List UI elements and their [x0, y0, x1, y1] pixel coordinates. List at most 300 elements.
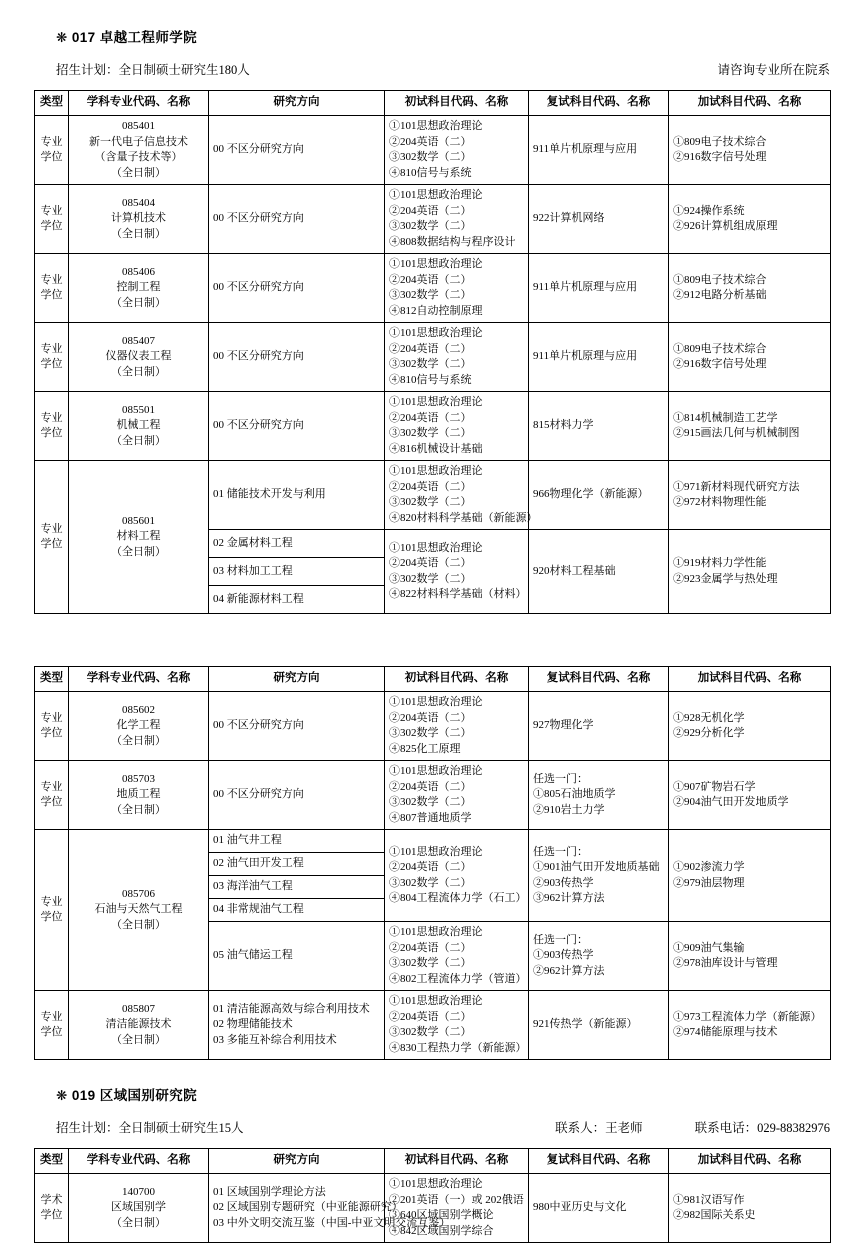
cell-direction — [209, 761, 385, 830]
cell-exam-first — [385, 761, 529, 830]
cell-major — [69, 830, 209, 991]
text-line: ②916数字信号处理 — [673, 151, 767, 163]
table-row — [35, 323, 831, 392]
text-line: ②204英语（二） — [389, 861, 472, 873]
text-line: ④807普通地质学 — [389, 811, 472, 824]
text-line: 学位 — [40, 796, 63, 808]
text-line: 03 海洋油气工程 — [213, 880, 293, 893]
text-line: 921传热学（新能源） — [533, 1018, 638, 1031]
cell-exam-retest — [529, 922, 669, 991]
text-line: ①814机械制造工艺学 — [673, 411, 778, 424]
text-line: ①101思想政治理论 — [389, 926, 483, 938]
text-line: ①101思想政治理论 — [389, 541, 483, 554]
text-line: ①809电子技术综合 — [673, 135, 767, 148]
text-line: ④816机械设计基础 — [389, 442, 483, 455]
cell-direction — [209, 185, 385, 254]
text-line: ①809电子技术综合 — [673, 342, 767, 355]
text-line: 清洁能源技术 — [105, 1018, 172, 1031]
text-line: ③302数学（二） — [389, 358, 472, 370]
table-row — [35, 392, 831, 461]
text-line: （全日制） — [111, 1216, 166, 1229]
text-line: 03 材料加工工程 — [213, 564, 293, 577]
text-line: 03 中外文明交流互鉴（中国-中亚文明交流互鉴） — [213, 1216, 451, 1229]
text-line: 专业 — [40, 342, 63, 355]
text-line: 学位 — [40, 427, 63, 439]
cell-direction — [209, 922, 385, 991]
text-line: 学术 — [40, 1193, 63, 1206]
enrollment-plan-017: 招生计划：全日制硕士研究生180人 — [56, 63, 250, 77]
text-line: 922计算机网络 — [533, 212, 605, 225]
text-line: ③302数学（二） — [389, 220, 472, 232]
text-line: 085706 — [122, 887, 155, 900]
text-line: 980中亚历史与文化 — [533, 1201, 627, 1214]
cell-major — [69, 461, 209, 614]
cell-exam-extra — [669, 530, 831, 614]
text-line: ③302数学（二） — [389, 572, 472, 585]
header-exam-extra: 加试科目代码、名称 — [669, 1149, 831, 1174]
cell-exam-extra — [669, 991, 831, 1060]
text-line: 学位 — [40, 727, 63, 739]
text-line: ①981汉语写作 — [673, 1193, 745, 1206]
text-line: ②916数字信号处理 — [673, 358, 767, 370]
table-row — [35, 185, 831, 254]
contact-phone: 联系电话：029-88382976 — [694, 1121, 830, 1135]
text-line: ②912电路分析基础 — [673, 289, 767, 301]
text-line: 地质工程 — [116, 788, 161, 801]
text-line: ①928无机化学 — [673, 711, 745, 724]
text-line: 专业 — [40, 273, 63, 286]
text-line: ①101思想政治理论 — [389, 1178, 483, 1190]
cell-exam-extra — [669, 1174, 831, 1243]
text-line: 专业 — [40, 780, 63, 793]
cell-exam-retest — [529, 692, 669, 761]
text-line: 085406 — [122, 265, 155, 278]
section-019 — [34, 1086, 830, 1243]
text-line: 01 储能技术开发与利用 — [213, 488, 326, 501]
text-line: ②978油库设计与管理 — [673, 957, 778, 969]
text-line: （全日制） — [111, 365, 166, 378]
text-line: ④808数据结构与程序设计 — [389, 235, 516, 248]
text-line: ①902渗流力学 — [673, 861, 745, 873]
table-row — [35, 116, 831, 185]
text-line: 01 清洁能源高效与综合利用技术 — [213, 1002, 370, 1015]
text-line: 00 不区分研究方向 — [213, 212, 304, 225]
text-line: 04 新能源材料工程 — [213, 592, 304, 605]
text-line: 911单片机原理与应用 — [533, 350, 638, 363]
header-exam-extra: 加试科目代码、名称 — [669, 91, 831, 116]
cell-exam-retest — [529, 761, 669, 830]
admission-table-1 — [34, 90, 831, 614]
text-line: ②201英语（一）或 202俄语 — [389, 1193, 524, 1206]
text-line: 00 不区分研究方向 — [213, 788, 304, 801]
text-line: ①924操作系统 — [673, 204, 745, 217]
cell-direction — [209, 876, 385, 899]
college-heading-017: ❋ 017 卓越工程师学院 — [56, 30, 198, 45]
cell-direction — [209, 830, 385, 853]
text-line: （全日制） — [111, 918, 166, 931]
text-line: 学位 — [40, 151, 63, 163]
header-exam-retest: 复试科目代码、名称 — [529, 91, 669, 116]
text-line: ①101思想政治理论 — [389, 120, 483, 132]
text-line: ①971新材料现代研究方法 — [673, 480, 800, 493]
cell-exam-retest — [529, 185, 669, 254]
text-line: （全日制） — [111, 803, 166, 816]
cell-exam-extra — [669, 922, 831, 991]
admission-table-2 — [34, 666, 831, 1060]
table-header-row — [35, 91, 831, 116]
cell-exam-first — [385, 692, 529, 761]
text-line: 02 区域国别专题研究（中亚能源研究） — [213, 1201, 403, 1214]
text-line: ②204英语（二） — [389, 1010, 472, 1023]
cell-exam-retest — [529, 392, 669, 461]
cell-direction — [209, 461, 385, 530]
text-line: 学位 — [40, 1026, 63, 1038]
text-line: 材料工程 — [116, 530, 161, 543]
text-line: ②204英语（二） — [389, 480, 472, 493]
cell-type — [35, 185, 69, 254]
text-line: 化学工程 — [116, 719, 161, 732]
cell-exam-extra — [669, 392, 831, 461]
info-line-017 — [56, 62, 830, 79]
text-line: 01 油气井工程 — [213, 834, 282, 847]
text-line: 911单片机原理与应用 — [533, 281, 638, 294]
cell-exam-retest — [529, 461, 669, 530]
text-line: ②915画法几何与机械制图 — [673, 427, 800, 439]
header-direction: 研究方向 — [209, 91, 385, 116]
cell-major — [69, 323, 209, 392]
header-exam-first: 初试科目代码、名称 — [385, 667, 529, 692]
cell-major — [69, 254, 209, 323]
text-line: ②204英语（二） — [389, 780, 472, 793]
cell-exam-first — [385, 185, 529, 254]
text-line: 01 区域国别学理论方法 — [213, 1185, 326, 1198]
section-gap — [34, 614, 830, 666]
table-wrapper-3 — [34, 1148, 830, 1243]
cell-exam-extra — [669, 185, 831, 254]
text-line: 085407 — [122, 334, 155, 347]
text-line: ②904油气田开发地质学 — [673, 796, 789, 808]
text-line: （全日制） — [111, 434, 166, 447]
text-line: ①101思想政治理论 — [389, 696, 483, 708]
cell-exam-first — [385, 323, 529, 392]
text-line: ②204英语（二） — [389, 273, 472, 286]
cell-direction — [209, 116, 385, 185]
cell-type — [35, 830, 69, 991]
text-line: ①907矿物岩石学 — [673, 780, 756, 793]
table-row — [35, 254, 831, 323]
text-line: 新一代电子信息技术 — [89, 135, 188, 148]
table-2-body — [35, 692, 831, 1060]
text-line: ④820材料科学基础（新能源） — [389, 511, 538, 524]
text-line: 学位 — [40, 1209, 63, 1221]
cell-exam-first — [385, 254, 529, 323]
table-row — [35, 991, 831, 1060]
text-line: ②204英语（二） — [389, 342, 472, 355]
table-header-row — [35, 1149, 831, 1174]
cell-exam-retest — [529, 1174, 669, 1243]
cell-exam-extra — [669, 323, 831, 392]
text-line: ②972材料物理性能 — [673, 496, 767, 508]
text-line: ④830工程热力学（新能源） — [389, 1041, 527, 1054]
table-row-petroleum-1 — [35, 830, 831, 853]
text-line: 085401 — [122, 120, 155, 132]
text-line: 机械工程 — [116, 419, 161, 432]
text-line: ③962计算方法 — [533, 892, 605, 904]
cell-exam-extra — [669, 116, 831, 185]
text-line: 专业 — [40, 522, 63, 535]
info-line-019 — [56, 1120, 830, 1137]
text-line: 966物理化学（新能源） — [533, 488, 649, 501]
text-line: ①909油气集输 — [673, 941, 745, 954]
text-line: 学位 — [40, 289, 63, 301]
cell-type — [35, 116, 69, 185]
text-line: 03 多能互补综合利用技术 — [213, 1033, 337, 1046]
text-line: 专业 — [40, 135, 63, 148]
text-line: 085807 — [122, 1002, 155, 1015]
text-line: ④825化工原理 — [389, 742, 461, 755]
text-line: 085601 — [122, 514, 155, 527]
text-line: ③302数学（二） — [389, 289, 472, 301]
table-header-row — [35, 667, 831, 692]
header-type: 类型 — [35, 1149, 69, 1174]
text-line: ①101思想政治理论 — [389, 465, 483, 477]
cell-exam-first — [385, 830, 529, 922]
text-line: （全日制） — [111, 545, 166, 558]
cell-exam-first — [385, 922, 529, 991]
text-line: ①901油气田开发地质基础 — [533, 861, 660, 873]
cell-direction — [209, 991, 385, 1060]
header-exam-retest: 复试科目代码、名称 — [529, 667, 669, 692]
cell-exam-first — [385, 461, 538, 530]
text-line: ④822材料科学基础（材料） — [389, 588, 527, 600]
cell-type — [35, 692, 69, 761]
text-line: 00 不区分研究方向 — [213, 281, 304, 294]
cell-exam-extra — [669, 692, 831, 761]
header-major: 学科专业代码、名称 — [69, 91, 209, 116]
header-type: 类型 — [35, 667, 69, 692]
text-line: 00 不区分研究方向 — [213, 143, 304, 156]
header-exam-retest: 复试科目代码、名称 — [529, 1149, 669, 1174]
header-type: 类型 — [35, 91, 69, 116]
cell-type — [35, 392, 69, 461]
text-line: 00 不区分研究方向 — [213, 419, 304, 432]
text-line: 区域国别学 — [111, 1201, 166, 1214]
text-line: 专业 — [40, 204, 63, 217]
text-line: 仪器仪表工程 — [105, 350, 172, 363]
text-line: ②903传热学 — [533, 876, 594, 889]
header-major: 学科专业代码、名称 — [69, 1149, 209, 1174]
cell-type — [35, 254, 69, 323]
cell-exam-first — [385, 1174, 529, 1243]
cell-exam-retest — [529, 530, 669, 614]
text-line: 140700 — [122, 1185, 155, 1198]
text-line: 专业 — [40, 1010, 63, 1023]
text-line: ①101思想政治理论 — [389, 995, 483, 1007]
text-line: 920材料工程基础 — [533, 564, 616, 577]
text-line: ①903传热学 — [533, 949, 594, 962]
cell-direction — [209, 323, 385, 392]
text-line: ①101思想政治理论 — [389, 845, 483, 858]
text-line: ①919材料力学性能 — [673, 557, 767, 569]
cell-exam-extra — [669, 254, 831, 323]
text-line: 任选一门： — [533, 845, 588, 858]
text-line: ②204英语（二） — [389, 711, 472, 724]
cell-direction — [209, 586, 385, 614]
text-line: ②982国际关系史 — [673, 1209, 756, 1221]
cell-type — [35, 991, 69, 1060]
text-line: （全日制） — [111, 734, 166, 747]
text-line: ②204英语（二） — [389, 135, 472, 148]
text-line: ④812自动控制原理 — [389, 304, 483, 317]
text-line: ②974储能原理与技术 — [673, 1026, 778, 1038]
cell-direction — [209, 530, 385, 558]
cell-exam-first — [385, 991, 529, 1060]
header-direction: 研究方向 — [209, 667, 385, 692]
text-line: ④804工程流体力学（石工） — [389, 892, 527, 904]
text-line: 00 不区分研究方向 — [213, 719, 304, 732]
cell-type — [35, 761, 69, 830]
text-line: ④810信号与系统 — [389, 373, 472, 386]
text-line: 02 金属材料工程 — [213, 536, 293, 549]
text-line: （含量子技术等） — [94, 151, 183, 163]
cell-direction — [209, 692, 385, 761]
contact-person: 联系人：王老师 — [555, 1121, 643, 1135]
section-017 — [34, 28, 830, 614]
header-major: 学科专业代码、名称 — [69, 667, 209, 692]
cell-exam-first — [385, 530, 529, 614]
text-line: ③640区域国别学概论 — [389, 1209, 494, 1221]
table-1-body — [35, 116, 831, 614]
cell-direction — [209, 558, 385, 586]
text-line: （全日制） — [111, 296, 166, 309]
section-gap-2 — [34, 1060, 830, 1086]
text-line: 专业 — [40, 711, 63, 724]
text-line: 计算机技术 — [111, 212, 166, 225]
admission-table-3 — [34, 1148, 831, 1243]
cell-type — [35, 461, 69, 614]
header-exam-first: 初试科目代码、名称 — [385, 91, 529, 116]
text-line: ③302数学（二） — [389, 151, 472, 163]
text-line: ①101思想政治理论 — [389, 258, 483, 270]
table-row — [35, 761, 831, 830]
text-line: ③302数学（二） — [389, 427, 472, 439]
text-line: 02 油气田开发工程 — [213, 857, 304, 870]
cell-exam-extra — [669, 461, 831, 530]
cell-exam-extra — [669, 761, 831, 830]
text-line: ④802工程流体力学（管道） — [389, 972, 527, 985]
text-line: ④810信号与系统 — [389, 166, 472, 179]
table-3-body — [35, 1174, 831, 1243]
cell-exam-retest — [529, 116, 669, 185]
text-line: ①809电子技术综合 — [673, 273, 767, 286]
text-line: 085602 — [122, 703, 155, 716]
text-line: ②204英语（二） — [389, 411, 472, 424]
text-line: 927物理化学 — [533, 719, 594, 732]
table-row-materials-1 — [35, 461, 831, 530]
cell-direction — [209, 254, 385, 323]
text-line: （全日制） — [111, 1033, 166, 1046]
cell-major — [69, 392, 209, 461]
text-line: ②923金属学与热处理 — [673, 572, 778, 585]
text-line: 02 物理储能技术 — [213, 1018, 293, 1031]
table-row — [35, 1174, 831, 1243]
text-line: 学位 — [40, 220, 63, 232]
text-line: ③302数学（二） — [389, 876, 472, 889]
cell-exam-retest — [529, 991, 669, 1060]
table-row — [35, 692, 831, 761]
text-line: 911单片机原理与应用 — [533, 143, 638, 156]
text-line: ①101思想政治理论 — [389, 327, 483, 339]
text-line: ①101思想政治理论 — [389, 189, 483, 201]
text-line: 专业 — [40, 411, 63, 424]
text-line: （全日制） — [111, 166, 166, 179]
cell-type — [35, 1174, 69, 1243]
text-line: 任选一门： — [533, 933, 588, 946]
text-line: ②926计算机组成原理 — [673, 220, 778, 232]
cell-major — [69, 116, 209, 185]
consult-note-017: 请咨询专业所在院系 — [717, 63, 830, 77]
cell-exam-first — [385, 116, 529, 185]
text-line: 学位 — [40, 911, 63, 923]
text-line: （全日制） — [111, 227, 166, 240]
text-line: 085703 — [122, 772, 155, 785]
header-direction: 研究方向 — [209, 1149, 385, 1174]
text-line: ③302数学（二） — [389, 496, 472, 508]
text-line: 04 非常规油气工程 — [213, 903, 304, 916]
cell-exam-retest — [529, 323, 669, 392]
text-line: ③302数学（二） — [389, 796, 472, 808]
text-line: ③302数学（二） — [389, 957, 472, 969]
text-line: 05 油气储运工程 — [213, 949, 293, 962]
text-line: ③302数学（二） — [389, 1026, 472, 1038]
text-line: 学位 — [40, 538, 63, 550]
enrollment-plan-019: 招生计划：全日制硕士研究生15人 — [56, 1121, 244, 1135]
text-line: ④842区域国别学综合 — [389, 1224, 494, 1237]
table-wrapper-1 — [34, 90, 830, 614]
cell-major — [69, 761, 209, 830]
text-line: ②962计算方法 — [533, 964, 605, 977]
text-line: 00 不区分研究方向 — [213, 350, 304, 363]
text-line: 学位 — [40, 358, 63, 370]
text-line: 控制工程 — [116, 281, 161, 294]
cell-exam-retest — [529, 830, 669, 922]
cell-type — [35, 323, 69, 392]
college-heading-019: ❋ 019 区域国别研究院 — [56, 1088, 198, 1103]
text-line: ①973工程流体力学（新能源） — [673, 1010, 822, 1023]
text-line: ①101思想政治理论 — [389, 396, 483, 408]
table-wrapper-2 — [34, 666, 830, 1060]
text-line: ②979油层物理 — [673, 876, 745, 889]
text-line: 石油与天然气工程 — [94, 903, 183, 916]
cell-major — [69, 692, 209, 761]
text-line: 任选一门： — [533, 772, 588, 785]
lines-type — [39, 135, 64, 166]
text-line: ②204英语（二） — [389, 557, 472, 569]
header-exam-first: 初试科目代码、名称 — [385, 1149, 529, 1174]
cell-major — [69, 185, 209, 254]
cell-exam-first — [385, 392, 529, 461]
cell-exam-retest — [529, 254, 669, 323]
text-line: ①805石油地质学 — [533, 788, 616, 801]
text-line: ②204英语（二） — [389, 204, 472, 217]
cell-major — [69, 1174, 209, 1243]
text-line: ②929分析化学 — [673, 727, 745, 739]
text-line: ③302数学（二） — [389, 727, 472, 739]
text-line: ①101思想政治理论 — [389, 765, 483, 777]
header-exam-extra: 加试科目代码、名称 — [669, 667, 831, 692]
text-line: ②910岩土力学 — [533, 803, 605, 816]
cell-direction — [209, 392, 385, 461]
